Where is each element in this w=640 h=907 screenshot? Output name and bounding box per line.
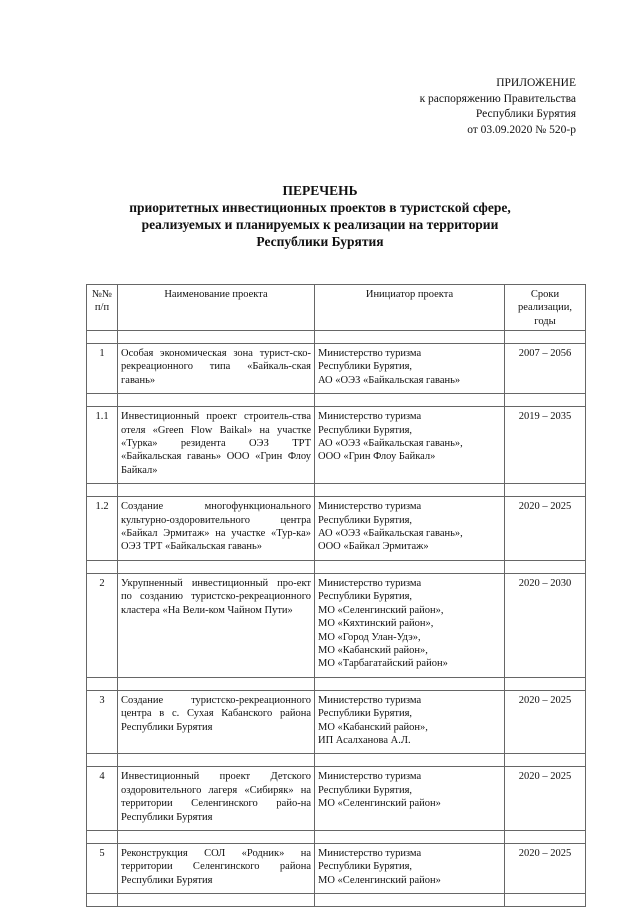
title-line-2: приоритетных инвестиционных проектов в туристской сфере,: [129, 200, 511, 215]
spacer-cell: [118, 560, 315, 573]
spacer-cell: [87, 484, 118, 497]
initiator-line: Министерство туризма: [318, 411, 422, 423]
header-terms: [505, 285, 586, 331]
header-name: Наименование проекта: [118, 285, 315, 331]
header-num-line: №№: [91, 289, 113, 300]
projects-table: [86, 284, 586, 907]
spacer-cell: [118, 830, 315, 843]
initiator-line: Республики Бурятия,: [318, 784, 413, 796]
project-number: 4: [87, 767, 118, 831]
spacer-cell: [505, 560, 586, 573]
spacer-cell: [505, 394, 586, 407]
project-name: Особая экономическая зона турист-ско-рекреационного типа «Байкаль-ская гавань»: [118, 344, 315, 394]
spacer-cell: [118, 754, 315, 767]
table-body: [87, 331, 586, 907]
table-row: [87, 690, 586, 754]
table-row: [87, 767, 586, 831]
project-number: 1.1: [87, 407, 118, 484]
header-num-line: п/п: [94, 302, 110, 314]
initiator-line: Республики Бурятия,: [318, 861, 413, 873]
project-initiator: [315, 497, 505, 561]
spacer-cell: [118, 394, 315, 407]
initiator-line: МО «Селенгинский район»,: [318, 604, 444, 616]
project-initiator: [315, 344, 505, 394]
initiator-line: Республики Бурятия,: [318, 514, 413, 526]
spacer-cell: [87, 677, 118, 690]
spacer-cell: [87, 394, 118, 407]
initiator-line: Республики Бурятия,: [318, 708, 413, 720]
header-num: [87, 285, 118, 331]
initiator-line: ООО «Байкал Эрмитаж»: [318, 541, 429, 553]
initiator-line: ИП Асалханова А.Л.: [318, 734, 411, 746]
row-spacer: [87, 331, 586, 344]
initiator-line: МО «Селенгинский район»: [318, 798, 441, 810]
spacer-cell: [505, 484, 586, 497]
appendix-date-number: от 03.09.2020 № 520-р: [467, 123, 576, 136]
initiator-line: Республики Бурятия,: [318, 591, 413, 603]
spacer-cell: [315, 560, 505, 573]
row-spacer: [87, 394, 586, 407]
initiator-line: Республики Бурятия,: [318, 361, 413, 373]
spacer-cell: [87, 331, 118, 344]
title-line-3: реализуемых и планируемых к реализации на территории: [141, 217, 499, 232]
appendix-reference: к распоряжению Правительства: [419, 92, 576, 105]
project-number: 1: [87, 344, 118, 394]
spacer-cell: [505, 331, 586, 344]
project-terms: 2020 – 2025: [505, 767, 586, 831]
project-number: 5: [87, 843, 118, 893]
project-initiator: [315, 767, 505, 831]
initiator-line: АО «ОЭЗ «Байкальская гавань»,: [318, 528, 463, 540]
table-row: [87, 344, 586, 394]
project-initiator: [315, 843, 505, 893]
appendix-block: [420, 76, 576, 138]
initiator-line: МО «Город Улан-Удэ»,: [318, 631, 421, 643]
project-terms: 2019 – 2035: [505, 407, 586, 484]
header-terms-line: годы: [534, 315, 556, 327]
initiator-line: МО «Кабанский район»,: [318, 721, 428, 733]
header-initiator: Инициатор проекта: [315, 285, 505, 331]
spacer-cell: [315, 754, 505, 767]
project-initiator: [315, 407, 505, 484]
spacer-cell: [505, 677, 586, 690]
project-number: 1.2: [87, 497, 118, 561]
spacer-cell: [505, 830, 586, 843]
spacer-cell: [315, 677, 505, 690]
project-name: Инвестиционный проект строитель-ства отеля «Green Flow Baikal» на участке «Турка» резидента ОЭЗ ТРТ «Байкальская гавань» ООО «Грин Флоу Байкал»: [118, 407, 315, 484]
project-name: Создание туристско-рекреационного центра в с. Сухая Кабанского района Республики Бурятия: [118, 690, 315, 754]
row-spacer: [87, 754, 586, 767]
row-spacer: [87, 830, 586, 843]
table-row: [87, 843, 586, 893]
row-spacer: [87, 560, 586, 573]
spacer-cell: [118, 677, 315, 690]
project-terms: 2020 – 2025: [505, 690, 586, 754]
project-name: Укрупненный инвестиционный про-ект по созданию туристско-рекреационного кластера «На Вели-ком Чайном Пути»: [118, 573, 315, 677]
spacer-cell: [315, 830, 505, 843]
table-header-row: [87, 285, 586, 331]
initiator-line: Министерство туризма: [318, 348, 422, 359]
spacer-cell: [315, 394, 505, 407]
header-terms-line: реализации,: [518, 302, 572, 314]
project-number: 2: [87, 573, 118, 677]
spacer-cell: [118, 484, 315, 497]
title-line-1: ПЕРЕЧЕНЬ: [282, 183, 358, 198]
row-spacer: [87, 484, 586, 497]
project-terms: 2020 – 2025: [505, 843, 586, 893]
initiator-line: Республики Бурятия,: [318, 424, 413, 436]
table-row: [87, 573, 586, 677]
spacer-cell: [505, 754, 586, 767]
header-terms-line: Сроки: [530, 289, 560, 300]
title-line-4: Республики Бурятия: [256, 234, 384, 249]
initiator-line: МО «Кабанский район»,: [318, 644, 428, 656]
project-initiator: [315, 573, 505, 677]
initiator-line: АО «ОЭЗ «Байкальская гавань»: [318, 374, 461, 386]
row-spacer: [87, 677, 586, 690]
project-initiator: [315, 690, 505, 754]
document-title: [0, 182, 640, 250]
spacer-cell: [315, 484, 505, 497]
appendix-heading: ПРИЛОЖЕНИЕ: [496, 77, 576, 89]
initiator-line: ООО «Грин Флоу Байкал»: [318, 451, 436, 463]
project-terms: 2020 – 2025: [505, 497, 586, 561]
project-name: Инвестиционный проект Детского оздоровительного лагеря «Сибиряк» на территории Селенгинского райо-на Республики Бурятия: [118, 767, 315, 831]
initiator-line: МО «Кяхтинский район»,: [318, 618, 434, 630]
table-row: [87, 497, 586, 561]
initiator-line: Министерство туризма: [318, 694, 422, 706]
spacer-cell: [87, 560, 118, 573]
initiator-line: Министерство туризма: [318, 847, 422, 859]
spacer-cell: [87, 754, 118, 767]
initiator-line: Министерство туризма: [318, 577, 422, 589]
spacer-cell: [118, 331, 315, 344]
initiator-line: МО «Тарбагатайский район»: [318, 658, 448, 670]
appendix-authority: Республики Бурятия: [475, 108, 576, 120]
project-number: 3: [87, 690, 118, 754]
initiator-line: Министерство туризма: [318, 771, 422, 783]
table-row: [87, 407, 586, 484]
project-name: Реконструкция СОЛ «Родник» на территории Селенгинского района Республики Бурятия: [118, 843, 315, 893]
project-name: Создание многофункционального культурно-оздоровительного центра «Байкал Эрмитаж» на участке «Тур-ка» ОЭЗ ТРТ «Байкальская гавань»: [118, 497, 315, 561]
initiator-line: АО «ОЭЗ «Байкальская гавань»,: [318, 438, 463, 450]
project-terms: 2020 – 2030: [505, 573, 586, 677]
project-terms: 2007 – 2056: [505, 344, 586, 394]
spacer-cell: [315, 331, 505, 344]
initiator-line: МО «Селенгинский район»: [318, 874, 441, 886]
initiator-line: Министерство туризма: [318, 501, 422, 513]
spacer-cell: [87, 830, 118, 843]
